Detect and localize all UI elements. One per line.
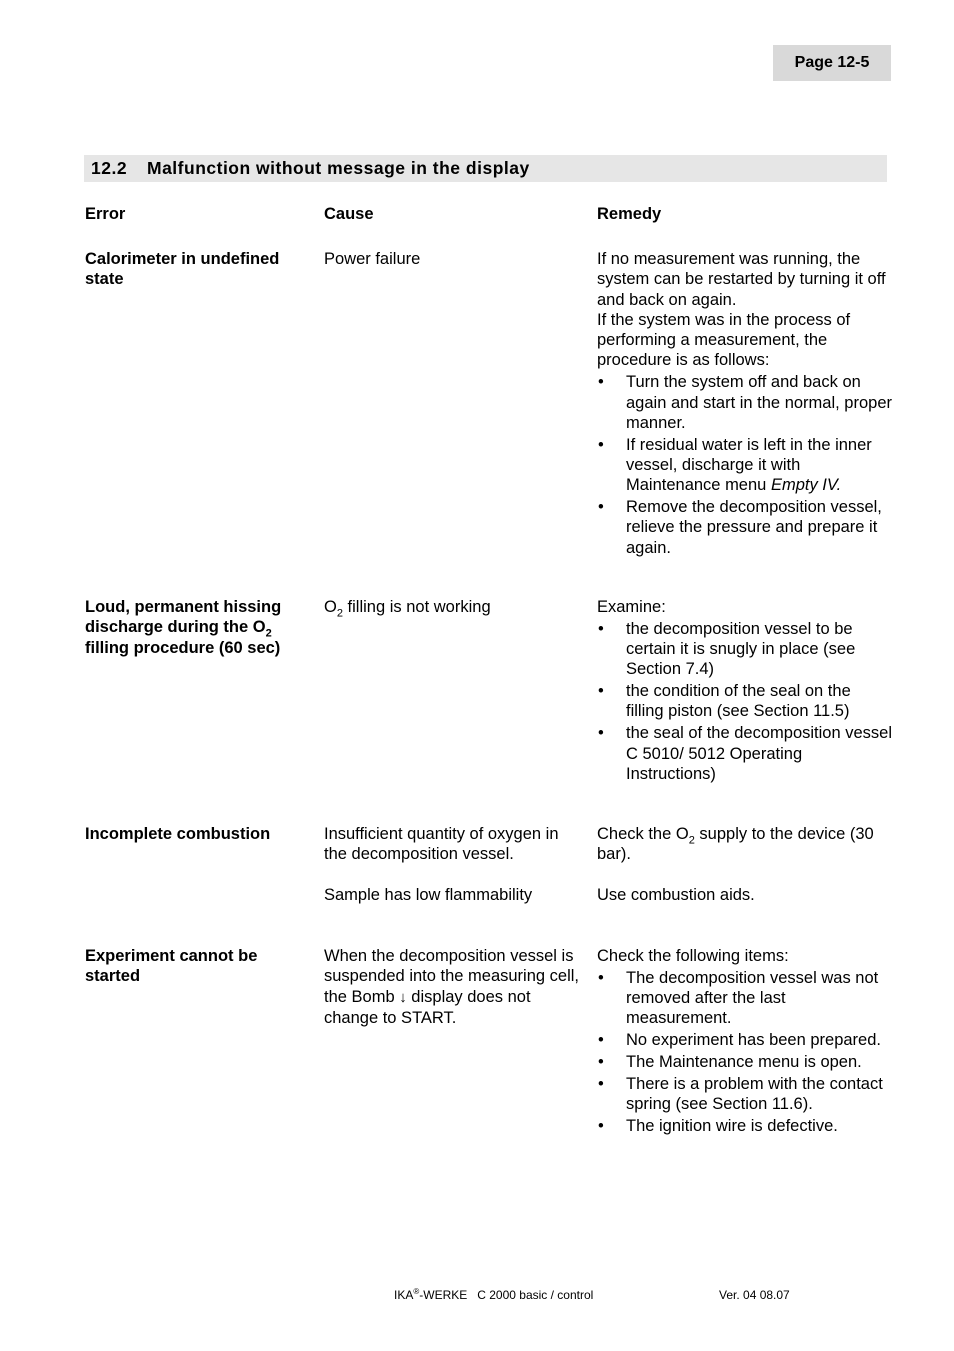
row1-remedy-para2: If the system was in the process of performing a measurement, the procedure is as follows:: [597, 310, 851, 370]
footer-version: Ver. 04 08.07: [719, 1288, 790, 1302]
row3-remedy: [597, 824, 892, 905]
row1-remedy-para1: If no measurement was running, the system can be restarted by turning it off and back on again.: [597, 250, 886, 309]
row2-remedy-list: [597, 619, 892, 784]
row1-error: Calorimeter in undefined state: [85, 250, 280, 289]
row4-cause: When the decomposition vessel is suspended into the measuring cell, the Bomb ↓ display does not change to START.: [324, 947, 579, 1027]
row4-error: Experiment cannot be started: [85, 947, 258, 986]
column-header-error: Error: [85, 205, 126, 223]
list-item: • There is a problem with the contact spring (see Section 11.6).: [597, 1074, 892, 1115]
row3-remedy2: Use combustion aids.: [597, 885, 755, 904]
row1-remedy: [597, 249, 892, 558]
list-item: • Remove the decomposition vessel, relieve the pressure and prepare it again.: [597, 497, 892, 558]
arrow-down-icon: ↓: [399, 988, 407, 1006]
list-item: • The ignition wire is defective.: [597, 1116, 892, 1136]
row3-remedy1: Check the $O_2$ supply to the device (30 bar).: [597, 825, 874, 864]
list-item: • Turn the system off and back on again and start in the normal, proper manner.: [597, 372, 892, 433]
section-number: 12.2: [91, 158, 128, 178]
row4-remedy-list: [597, 968, 892, 1136]
column-header-remedy: Remedy: [597, 205, 662, 223]
list-item: • the condition of the seal on the filling piston (see Section 11.5): [597, 681, 892, 722]
list-item: • The decomposition vessel was not removed after the last measurement.: [597, 968, 892, 1029]
row2-cause: $O_2$ filling is not working: [324, 598, 491, 620]
list-item: • No experiment has been prepared.: [597, 1030, 892, 1050]
row1-cause: Power failure: [324, 250, 421, 268]
page-number-label: Page 12-5: [794, 54, 870, 71]
list-item: • the decomposition vessel to be certain it is snugly in place (see Section 7.4): [597, 619, 892, 680]
section-heading: [84, 155, 887, 182]
row3-error: Incomplete combustion: [85, 825, 271, 843]
row2-remedy-intro: Examine:: [597, 598, 666, 616]
footer-brand: IKA®-WERKE C 2000 basic / control: [394, 1287, 594, 1302]
row4-remedy: [597, 946, 892, 1136]
row1-remedy-list: [597, 372, 892, 558]
row4-remedy-intro: Check the following items:: [597, 947, 789, 965]
row3-cause2: Sample has low flammability: [324, 885, 533, 904]
page-number-badge: [773, 45, 891, 81]
row3-cause1: Insufficient quantity of oxygen in the decomposition vessel.: [324, 825, 559, 864]
list-item: • The Maintenance menu is open.: [597, 1052, 892, 1072]
column-header-cause: Cause: [324, 205, 374, 223]
list-item: • If residual water is left in the inner vessel, discharge it with Maintenance menu Empty IV.: [597, 435, 892, 496]
list-item: • the seal of the decomposition vessel C 5010/ 5012 Operating Instructions): [597, 723, 892, 784]
section-title: Malfunction without message in the display: [147, 158, 530, 178]
row2-error: Loud, permanent hissing discharge during the $O_2$ filling procedure (60 sec): [85, 598, 282, 657]
row3-cause: [324, 824, 586, 905]
menu-name-italic: Empty IV.: [770, 476, 842, 495]
row2-remedy: [597, 597, 892, 784]
